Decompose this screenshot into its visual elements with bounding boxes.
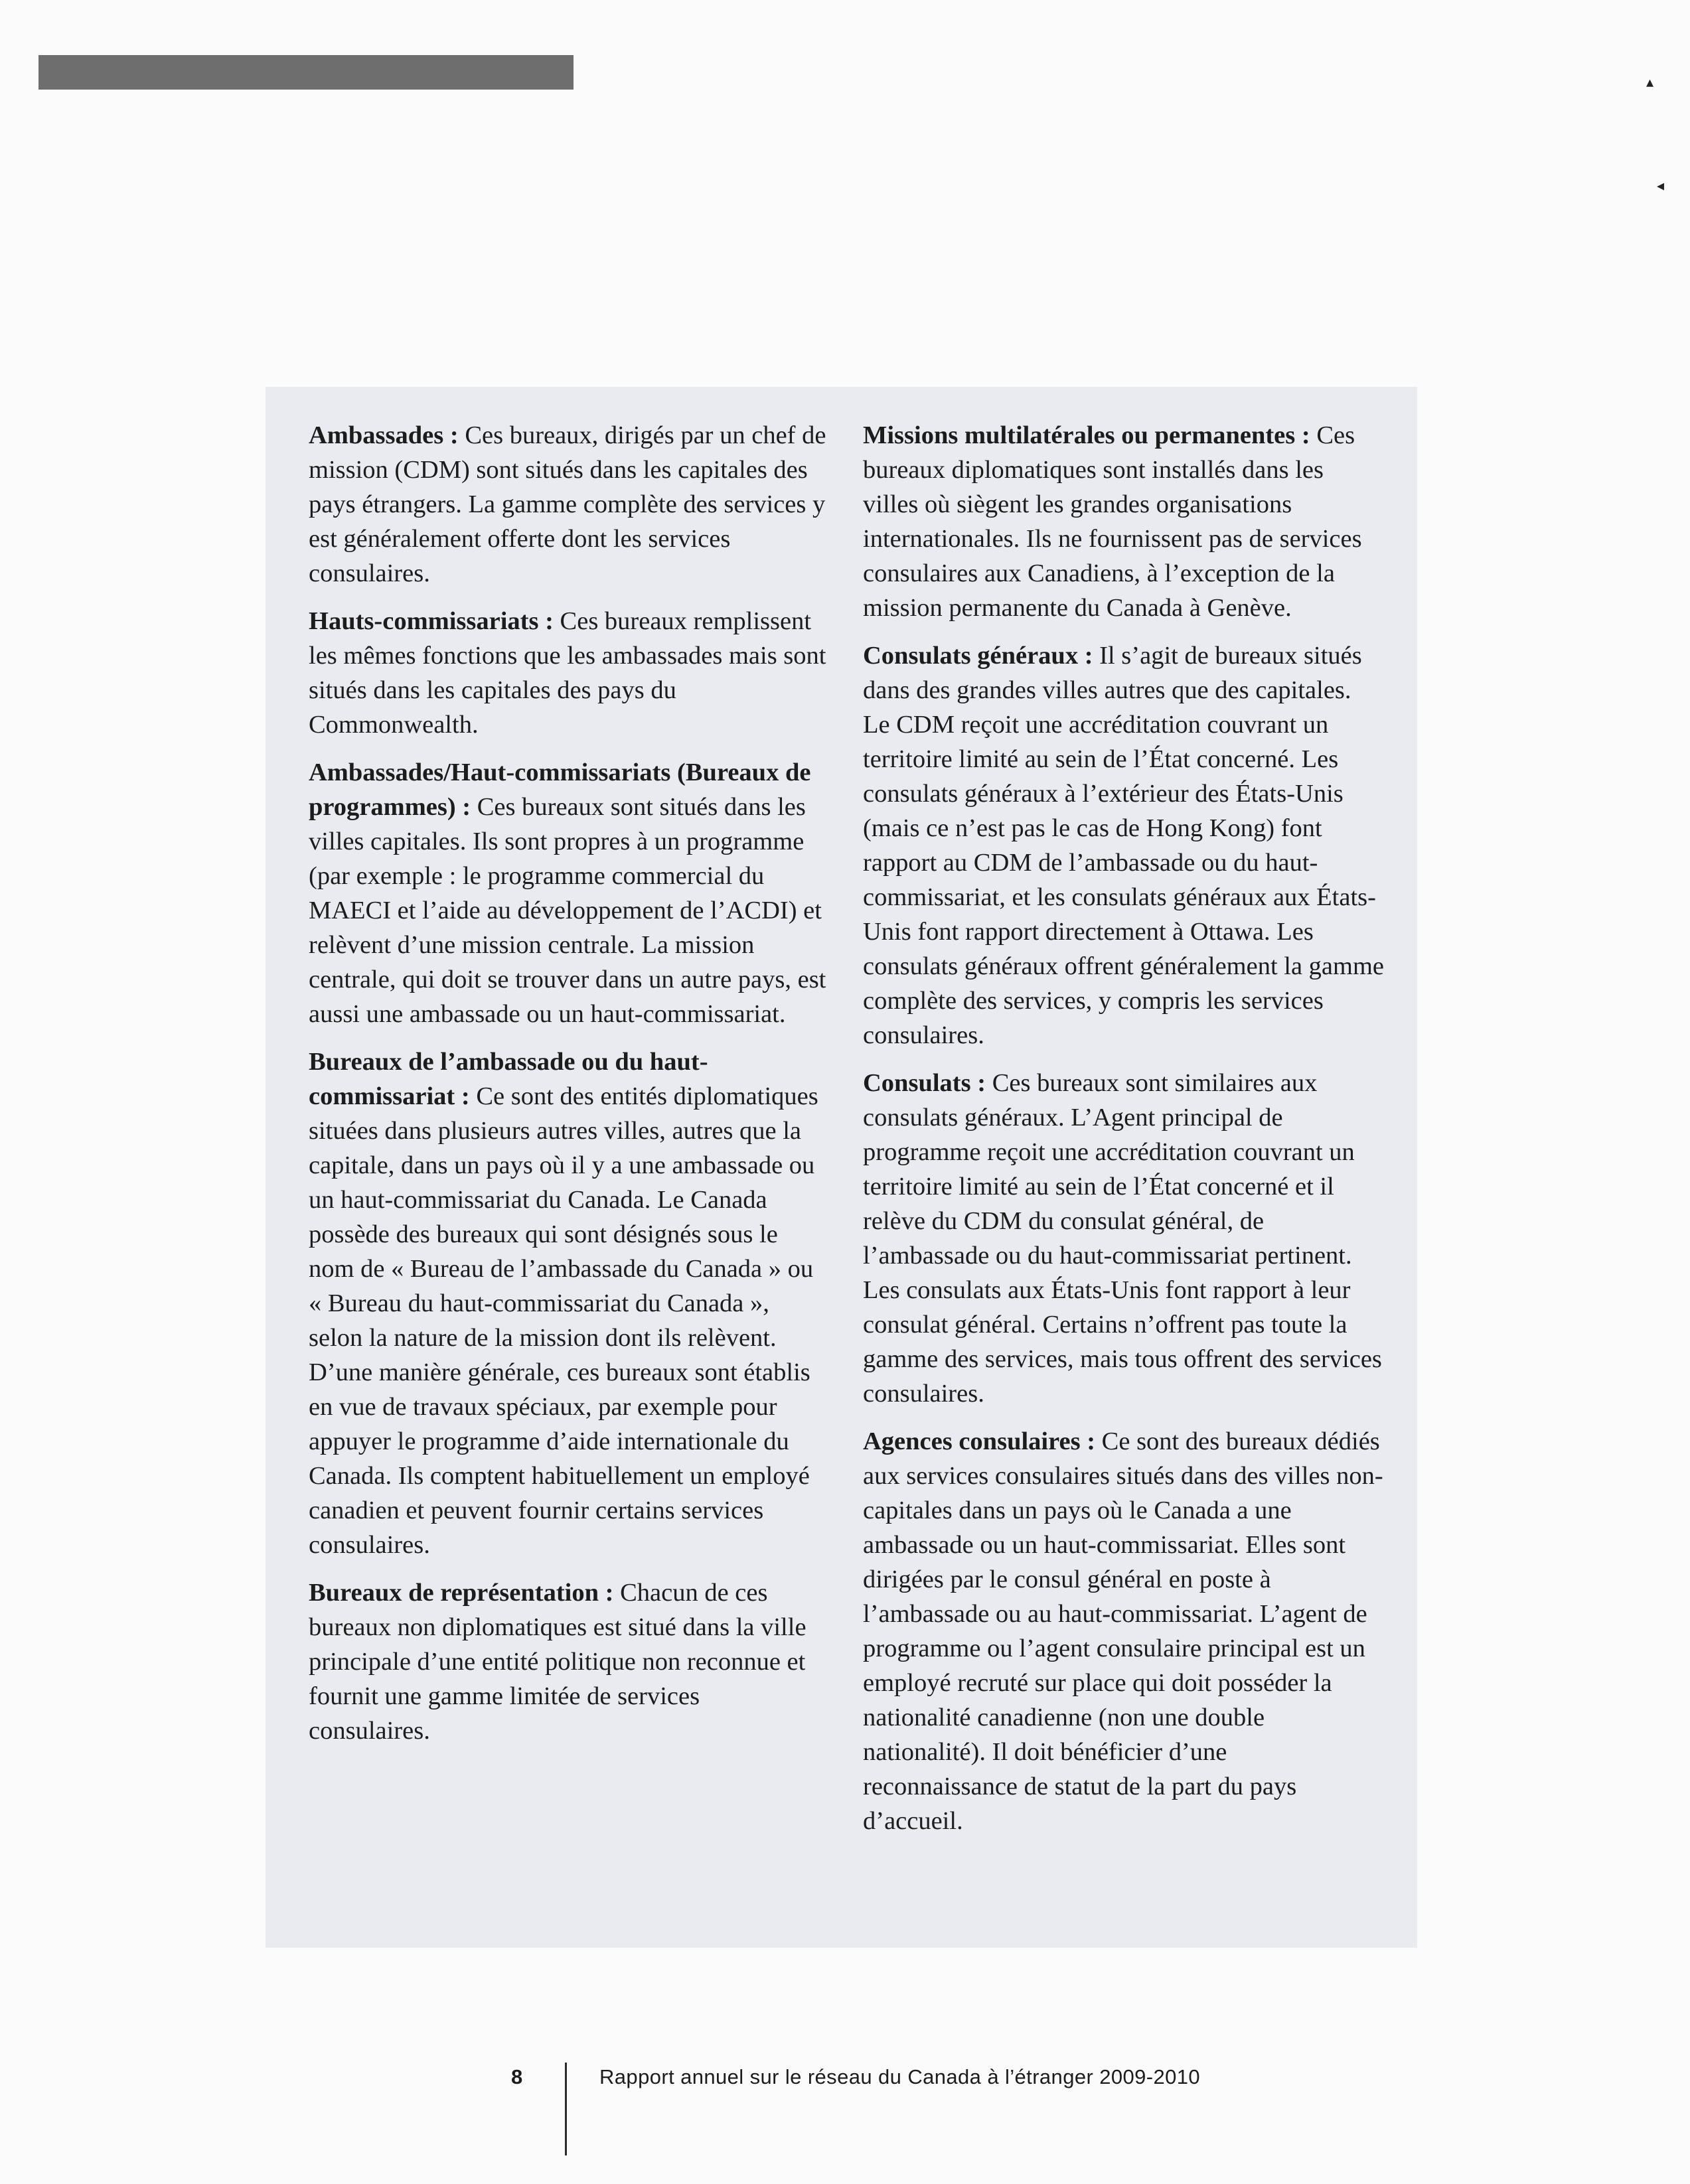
definition-text: Ces bureaux sont similaires aux consulats généraux. L’Agent principal de programme reçoit une accréditation couvrant un territoire limité au sein de l’État concerné et il relève du CDM du consulat général, de l’ambassade ou du haut-commissariat pertinent. Les consulats aux États-Unis font rapport à leur consulat général. Certains n’offrent pas toute la gamme des services, mais tous offrent des services consulaires. — [863, 1069, 1382, 1408]
definition-entry — [309, 604, 826, 742]
definition-entry — [863, 418, 1384, 625]
definition-term: Hauts-commissariats : — [309, 607, 554, 635]
definition-entry — [309, 1045, 826, 1562]
right-column — [863, 418, 1384, 1852]
definition-text: Ce sont des entités diplomatiques situées dans plusieurs autres villes, autres que la capitale, dans un pays où il y a une ambassade ou un haut-commissariat du Canada. Le Canada possède des bureaux qui sont désignés sous le nom de « Bureau de l’ambassade du Canada » ou « Bureau du haut-commissariat du Canada », selon la nature de la mission dont ils relèvent. D’une manière générale, ces bureaux sont établis en vue de travaux spéciaux, par exemple pour appuyer le programme d’aide internationale du Canada. Ils comptent habituellement un employé canadien et peuvent fournir certains services consulaires. — [309, 1082, 818, 1559]
definition-text: Il s’agit de bureaux situés dans des grandes villes autres que des capitales. Le CDM reçoit une accréditation couvrant un territoire limité au sein de l’État concerné. Les consulats généraux à l’extérieur des États-Unis (mais ce n’est pas le cas de Hong Kong) font rapport au CDM de l’ambassade ou du haut-commissariat, et les consulats généraux aux États-Unis font rapport directement à Ottawa. Les consulats généraux offrent généralement la gamme complète des services, y compris les services consulaires. — [863, 642, 1385, 1049]
definition-term: Consulats généraux : — [863, 642, 1093, 670]
definition-entry — [863, 1066, 1384, 1411]
definition-text: Ces bureaux sont situés dans les villes capitales. Ils sont propres à un programme (par exemple : le programme commercial du MAECI et l’aide au développement de l’ACDI) et relèvent d’une mission centrale. La mission centrale, qui doit se trouver dans un autre pays, est aussi une ambassade ou un haut-commissariat. — [309, 793, 826, 1028]
page-number: 8 — [511, 2065, 523, 2088]
definition-text: Chacun de ces bureaux non diplomatiques est situé dans la ville principale d’une entité politique non reconnue et fournit une gamme limitée de services consulaires. — [309, 1579, 807, 1745]
definition-term: Ambassades : — [309, 421, 459, 449]
definition-term: Bureaux de représentation : — [309, 1579, 614, 1607]
definition-text: Ces bureaux, dirigés par un chef de mission (CDM) sont situés dans les capitales des pays étrangers. La gamme complète des services y est généralement offerte dont les services consulaires. — [309, 421, 826, 587]
definition-text: Ce sont des bureaux dédiés aux services consulaires situés dans des villes non-capitales dans un pays où le Canada a une ambassade ou un haut-commissariat. Elles sont dirigées par le consul général en poste à l’ambassade ou au haut-commissariat. L’agent de programme ou l’agent consulaire principal est un employé recruté sur place qui doit posséder la nationalité canadienne (non une double nationalité). Il doit bénéficier d’une reconnaissance de statut de la part du pays d’accueil. — [863, 1427, 1383, 1835]
footer-title: Rapport annuel sur le réseau du Canada à l’étranger 2009-2010 — [599, 2065, 1201, 2088]
definition-entry — [309, 1575, 826, 1748]
definition-entry — [309, 418, 826, 591]
definition-text: Ces bureaux remplissent les mêmes fonctions que les ambassades mais sont situés dans les capitales des pays du Commonwealth. — [309, 607, 826, 739]
definition-text: Ces bureaux diplomatiques sont installés dans les villes où siègent les grandes organisations internationales. Ils ne fournissent pas de services consulaires aux Canadiens, à l’exception de la mission permanente du Canada à Genève. — [863, 421, 1362, 622]
definition-term: Consulats : — [863, 1069, 986, 1097]
left-column — [309, 418, 826, 1761]
footer-divider — [565, 2063, 567, 2155]
header-bar — [38, 55, 574, 90]
definition-term: Agences consulaires : — [863, 1427, 1096, 1455]
definition-entry — [863, 1424, 1384, 1838]
definition-term: Missions multilatérales ou permanentes : — [863, 421, 1310, 449]
scan-mark: ▴ — [1646, 74, 1654, 91]
scan-mark: ◂ — [1657, 178, 1665, 194]
definition-entry — [863, 638, 1384, 1053]
definition-entry — [309, 755, 826, 1031]
definition-term: Bureaux de l’ambassade ou du haut-commissariat : — [309, 1048, 708, 1110]
definition-term: Ambassades/Haut-commissariats (Bureaux de programmes) : — [309, 759, 811, 821]
